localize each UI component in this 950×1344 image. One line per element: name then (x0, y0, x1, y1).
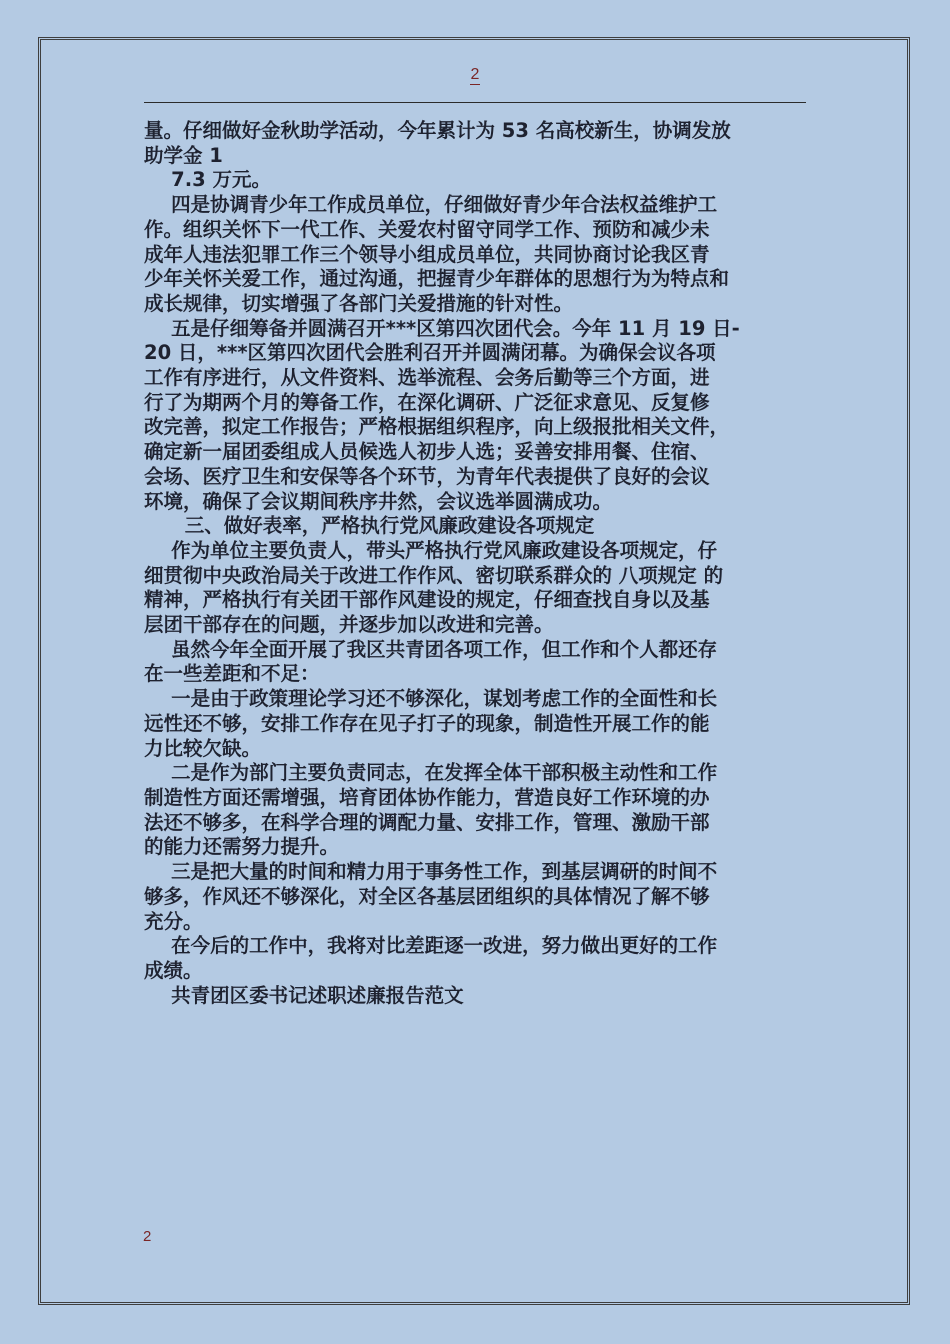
text-line: 在一些差距和不足： (144, 662, 320, 686)
text-line: 共青团区委书记述职述廉报告范文 (144, 983, 464, 1007)
text-line: 层团干部存在的问题，并逐步加以改进和完善。 (144, 613, 554, 637)
text-line: 四是协调青少年工作成员单位，仔细做好青少年合法权益维护工 (144, 193, 718, 217)
text-line: 会场、医疗卫生和安保等各个环节，为青年代表提供了良好的会议 (144, 464, 710, 488)
text-line: 够多，作风还不够深化，对全区各基层团组织的具体情况了解不够 (144, 884, 710, 908)
text-line: 量。仔细做好金秋助学活动，今年累计为 53 名高校新生，协调发放 (144, 119, 731, 142)
text-line: 作。组织关怀下一代工作、关爱农村留守同学工作、预防和减少未 (144, 217, 710, 241)
text-line: 远性还不够，安排工作存在见子打子的现象，制造性开展工作的能 (144, 711, 710, 735)
text-line: 成长规律，切实增强了各部门关爱措施的针对性。 (144, 291, 574, 315)
header-page-number-text: 2 (470, 66, 480, 83)
section-heading: 三、做好表率，严格执行党风廉政建设各项规定 (144, 514, 595, 538)
text-line: 成年人违法犯罪工作三个领导小组成员单位，共同协商讨论我区青 (144, 242, 710, 266)
text-line: 虽然今年全面开展了我区共青团各项工作，但工作和个人都还存 (144, 637, 718, 661)
text-line: 充分。 (144, 909, 203, 933)
text-line: 的能力还需努力提升。 (144, 835, 340, 859)
text-line: 细贯彻中央政治局关于改进工作作风、密切联系群众的 八项规定 的 (144, 563, 724, 587)
text-line: 7.3 万元。 (144, 168, 271, 192)
text-line: 工作有序进行，从文件资料、选举流程、会务后勤等三个方面，进 (144, 366, 710, 390)
text-line: 环境，确保了会议期间秩序井然，会议选举圆满成功。 (144, 489, 613, 513)
text-line: 精神，严格执行有关团干部作风建设的规定，仔细查找自身以及基 (144, 588, 710, 612)
header-rule (144, 102, 806, 103)
text-line: 一是由于政策理论学习还不够深化，谋划考虑工作的全面性和长 (144, 687, 718, 711)
text-line: 力比较欠缺。 (144, 736, 262, 760)
text-line: 三是把大量的时间和精力用于事务性工作，到基层调研的时间不 (144, 860, 718, 884)
text-line: 法还不够多，在科学合理的调配力量、安排工作，管理、激励干部 (144, 810, 710, 834)
text-line: 确定新一届团委组成人员候选人初步人选；妥善安排用餐、住宿、 (144, 440, 710, 464)
header-page-number (0, 66, 950, 84)
text-line: 改完善，拟定工作报告；严格根据组织程序，向上级报批相关文件， (144, 415, 730, 439)
text-line: 在今后的工作中，我将对比差距逐一改进，努力做出更好的工作 (144, 934, 718, 958)
text-line: 行了为期两个月的筹备工作，在深化调研、广泛征求意见、反复修 (144, 390, 710, 414)
body-text (144, 119, 814, 1008)
footer-page-number: 2 (143, 1228, 152, 1245)
text-line: 少年关怀关爱工作，通过沟通，把握青少年群体的思想行为为特点和 (144, 267, 730, 291)
text-line: 助学金 1 (144, 143, 223, 167)
text-line: 制造性方面还需增强，培育团体协作能力，营造良好工作环境的办 (144, 785, 710, 809)
text-line: 20 日，***区第四次团代会胜利召开并圆满闭幕。为确保会议各项 (144, 341, 716, 365)
text-line: 二是作为部门主要负责同志，在发挥全体干部积极主动性和工作 (144, 761, 718, 785)
text-line: 五是仔细筹备并圆满召开***区第四次团代会。今年 11 月 19 日- (144, 316, 740, 340)
text-line: 作为单位主要负责人，带头严格执行党风廉政建设各项规定，仔 (144, 538, 718, 562)
text-line: 成绩。 (144, 958, 203, 982)
